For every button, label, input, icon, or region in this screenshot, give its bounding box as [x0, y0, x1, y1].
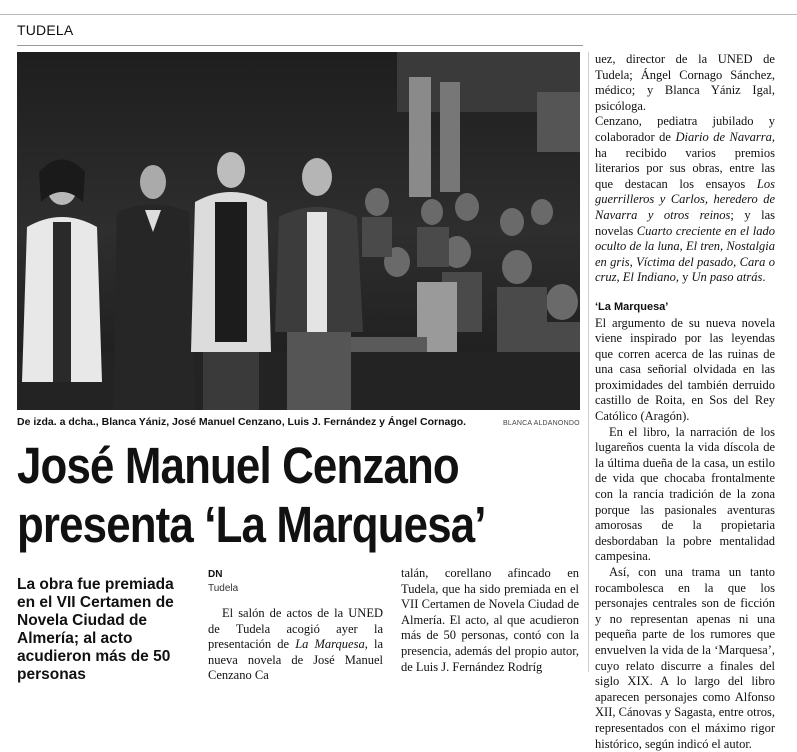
- photo-credit: BLANCA ALDANONDO: [503, 420, 580, 427]
- section-label: TUDELA: [17, 22, 74, 38]
- paragraph-1-end: uez, director de la UNED de Tudela; Ángel Cornago Sánchez, médico; y Blanca Yániz Igal, psicóloga.: [595, 52, 775, 113]
- byline-place: Tudela: [208, 583, 239, 594]
- article-column-1: [208, 606, 383, 684]
- paragraph-1: El salón de actos de la UNED de Tudela acogió ayer la presentación de La Marquesa, la nueva novela de José Manuel Cenzano Ca: [208, 606, 383, 683]
- section-rule: [17, 45, 583, 46]
- article-column-3: [595, 52, 775, 752]
- page-top-rule: [0, 0, 797, 15]
- paragraph-4: En el libro, la narración de los lugareños cuenta la vida díscola de la última dueña de la casa, un estilo de vida que chocaba frontalmente con la rancia tradición de la zona porque las pasionales aventuras amorosas de la propietaria desbordaban la pobre mentalidad campesina.: [595, 424, 775, 564]
- paragraph-3: El argumento de su nueva novela viene inspirado por las leyendas que corren acerca de las ruinas de una casa señorial olvidada en las proximidades del también derruido castillo de Roita, en Sos del Rey Católico (Aragón).: [595, 315, 775, 424]
- paragraph-5: Así, con una trama un tanto rocambolesca en la que los personajes centrales son de ficción y no representan apenas ni una pequeña parte de los rumores que envuelven la vida de la ‘Marquesa’, cuyo relato discurre a finales del siglo XIX. A lo largo del libro aparecen personajes como Alfonso XII, Cánovas y Sagasta, entre otros, representados con el máximo rigor histórico, según indicó el autor.: [595, 565, 775, 751]
- paragraph-2: Cenzano, pediatra jubilado y colaborador de Diario de Navarra, ha recibido varios premios literarios por sus obras, entre las que destacan los ensayos Los guerrilleros y Carlos, heredero de Navarra y otros reinos; y las novelas Cuarto creciente en el lado oculto de la luna, El tren, Nostalgia en gris, Víctima del pasado, Cara o cruz, El Indiano, y Un paso atrás.: [595, 114, 776, 285]
- article-column-2: [401, 566, 579, 675]
- headline: [17, 436, 507, 554]
- paragraph-1-cont: talán, corellano afincado en Tudela, que ha sido premiada en el VII Certamen de Novela Ciudad de Almería. El acto, al que acudieron más de 50 personas, contó con la presencia, además del propio autor, de Luis J. Fernández Rodríg: [401, 566, 579, 674]
- byline-author: DN: [208, 569, 223, 580]
- article-photo: [17, 52, 580, 410]
- headline-line-2: presenta ‘La Marquesa’: [17, 496, 486, 553]
- column-rule: [588, 52, 589, 672]
- headline-line-1: José Manuel Cenzano: [17, 437, 459, 494]
- photo-caption: De izda. a dcha., Blanca Yániz, José Manuel Cenzano, Luis J. Fernández y Ángel Cornago.: [17, 416, 467, 428]
- subhead: ‘La Marquesa’: [595, 300, 669, 313]
- deck: La obra fue premiada en el VII Certamen de Novela Ciudad de Almería; al acto acudieron más de 50 personas: [17, 576, 174, 683]
